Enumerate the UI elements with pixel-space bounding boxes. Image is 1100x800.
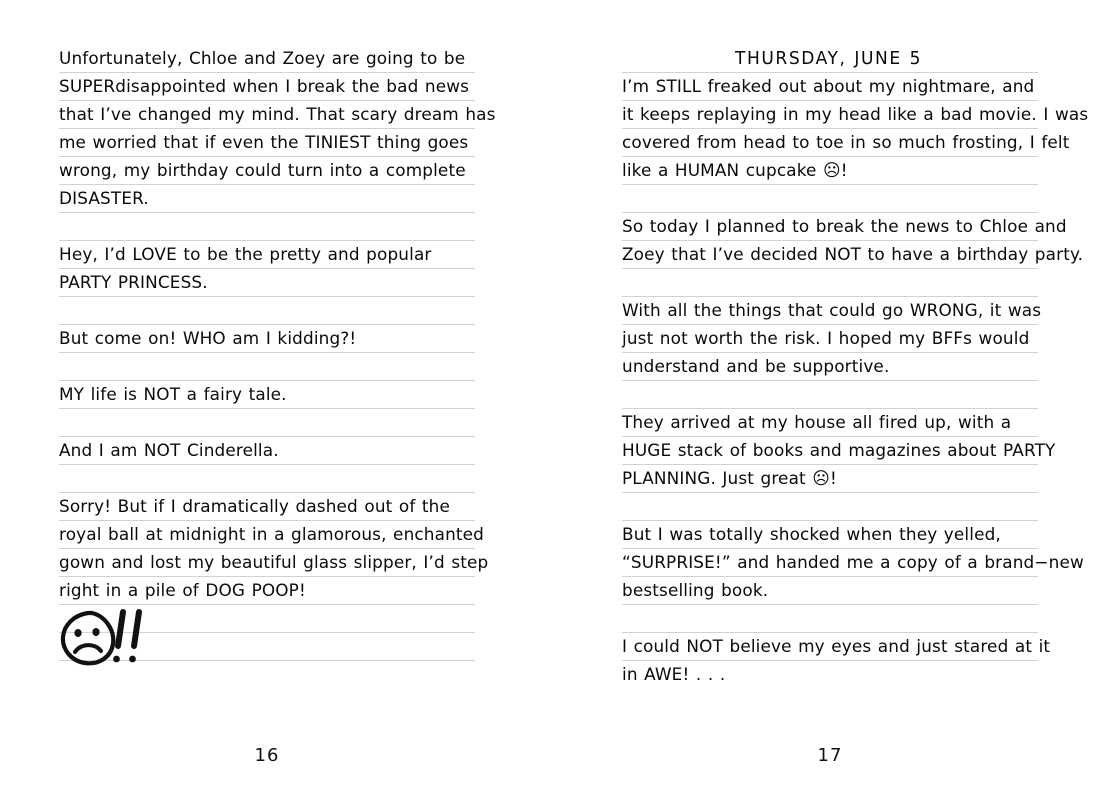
handwritten-line: that I’ve changed my mind. That scary dream has — [59, 105, 496, 125]
handwritten-line: MY life is NOT a fairy tale. — [59, 385, 287, 405]
handwritten-line: it keeps replaying in my head like a bad movie. I was — [622, 105, 1089, 125]
handwritten-line: And I am NOT Cinderella. — [59, 441, 279, 461]
handwritten-line: With all the things that could go WRONG, it was — [622, 301, 1042, 321]
handwritten-line: Sorry! But if I dramatically dashed out of the — [59, 497, 450, 517]
handwritten-line: I could NOT believe my eyes and just stared at it — [622, 637, 1051, 657]
handwritten-line: bestselling book. — [622, 581, 769, 601]
handwritten-line: me worried that if even the TINIEST thing goes — [59, 133, 469, 153]
handwritten-line: in AWE! . . . — [622, 665, 726, 685]
handwritten-line: Unfortunately, Chloe and Zoey are going to be — [59, 49, 466, 69]
handwritten-line: gown and lost my beautiful glass slipper, I’d step — [59, 553, 489, 573]
handwritten-line: SUPERdisappointed when I break the bad news — [59, 77, 470, 97]
handwritten-line: But I was totally shocked when they yelled, — [622, 525, 1001, 545]
handwritten-line: So today I planned to break the news to Chloe and — [622, 217, 1067, 237]
handwritten-line: understand and be supportive. — [622, 357, 890, 377]
handwritten-line: “SURPRISE!” and handed me a copy of a brand−new — [622, 553, 1084, 573]
right-page-number: 17 — [817, 745, 843, 766]
handwritten-line: PARTY PRINCESS. — [59, 273, 208, 293]
handwritten-line: HUGE stack of books and magazines about PARTY — [622, 441, 1056, 461]
handwritten-line: But come on! WHO am I kidding?! — [59, 329, 357, 349]
handwritten-line: right in a pile of DOG POOP! — [59, 581, 306, 601]
handwritten-line: Zoey that I’ve decided NOT to have a birthday party. — [622, 245, 1084, 265]
handwritten-line: wrong, my birthday could turn into a complete — [59, 161, 466, 181]
handwritten-line: They arrived at my house all fired up, with a — [622, 413, 1012, 433]
handwritten-line: I’m STILL freaked out about my nightmare, and — [622, 77, 1035, 97]
left-page — [59, 0, 496, 800]
handwritten-line: just not worth the risk. I hoped my BFFs would — [622, 329, 1030, 349]
handwritten-line: DISASTER. — [59, 189, 149, 209]
handwritten-line: covered from head to toe in so much frosting, I felt — [622, 133, 1070, 153]
left-page-text — [59, 0, 496, 678]
handwritten-line: PLANNING. Just great ☹! — [622, 469, 837, 489]
handwritten-line: royal ball at midnight in a glamorous, enchanted — [59, 525, 485, 545]
handwritten-line: Hey, I’d LOVE to be the pretty and popular — [59, 245, 432, 265]
handwritten-line: like a HUMAN cupcake ☹! — [622, 161, 848, 181]
sad-face-doodle — [59, 608, 179, 670]
right-page-text — [622, 0, 1089, 685]
left-page-number: 16 — [254, 745, 280, 766]
diary-entry-date-header: THURSDAY, JUNE 5 — [734, 49, 922, 69]
right-page — [622, 0, 1089, 800]
